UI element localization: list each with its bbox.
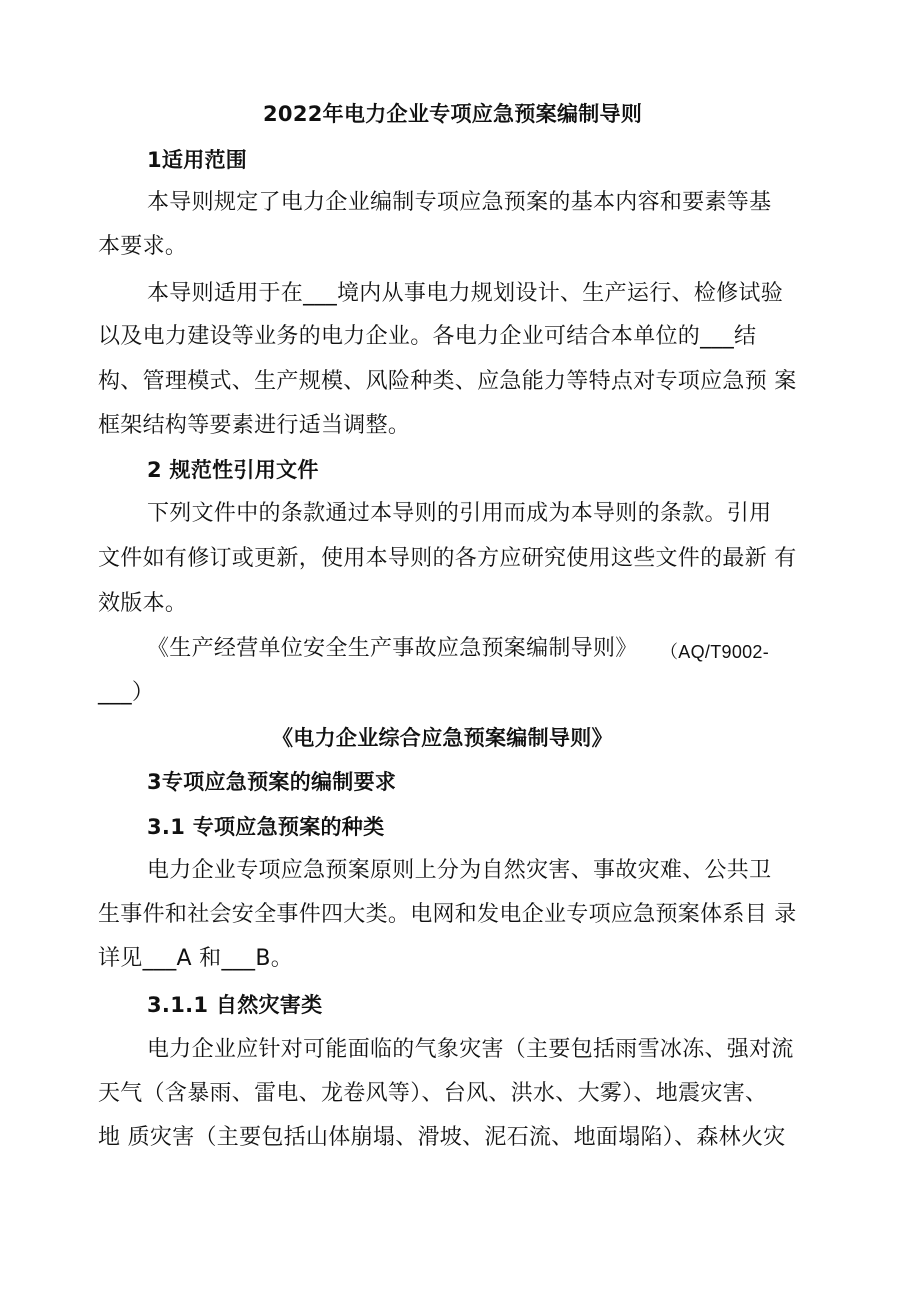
paragraph-line: 效版本。 — [98, 591, 188, 616]
paragraph-line: 生事件和社会安全事件四大类。电网和发电企业专项应急预案体系目 录 — [98, 902, 797, 927]
paragraph-line: 电力企业应针对可能面临的气象灾害（主要包括雨雪冰冻、强对流 — [147, 1037, 794, 1062]
paragraph-line: 以及电力建设等业务的电力企业。各电力企业可结合本单位的___结 — [98, 324, 757, 349]
reference-code: （AQ/T9002- — [660, 642, 770, 662]
paragraph-line: 文件如有修订或更新，使用本导则的各方应研究使用这些文件的最新 有 — [98, 546, 797, 571]
section-2-heading: 2 规范性引用文件 — [147, 458, 319, 482]
paragraph-line: 本要求。 — [98, 234, 188, 259]
paragraph-line: 下列文件中的条款通过本导则的引用而成为本导则的条款。引用 — [147, 501, 772, 526]
paragraph-line: 电力企业专项应急预案原则上分为自然灾害、事故灾难、公共卫 — [147, 858, 772, 883]
paragraph-line: 详见___A 和___B。 — [98, 946, 294, 971]
reference-code-continued: ___） — [98, 680, 155, 705]
reference-title-2: 《电力企业综合应急预案编制导则》 — [272, 726, 613, 750]
paragraph-line: 本导则适用于在___境内从事电力规划设计、生产运行、检修试验 — [147, 281, 784, 306]
paragraph-line: 天气（含暴雨、雷电、龙卷风等）、台风、洪水、大雾）、地震灾害、 — [98, 1081, 768, 1106]
section-3-1-1-heading: 3.1.1 自然灾害类 — [147, 993, 323, 1017]
reference-title: 《生产经营单位安全生产事故应急预案编制导则》 — [147, 636, 638, 661]
paragraph-line: 构、管理模式、生产规模、风险种类、应急能力等特点对专项应急预 案 — [98, 369, 797, 394]
paragraph-line: 框架结构等要素进行适当调整。 — [98, 413, 411, 438]
section-1-heading: 1适用范围 — [147, 148, 248, 172]
paragraph-line: 本导则规定了电力企业编制专项应急预案的基本内容和要素等基 — [147, 190, 772, 215]
section-3-heading: 3专项应急预案的编制要求 — [147, 770, 397, 794]
section-3-1-heading: 3.1 专项应急预案的种类 — [147, 815, 385, 839]
document-title: 2022年电力企业专项应急预案编制导则 — [263, 102, 643, 126]
paragraph-line: 地 质灾害（主要包括山体崩塌、滑坡、泥石流、地面塌陷）、森林火灾 — [98, 1125, 786, 1150]
